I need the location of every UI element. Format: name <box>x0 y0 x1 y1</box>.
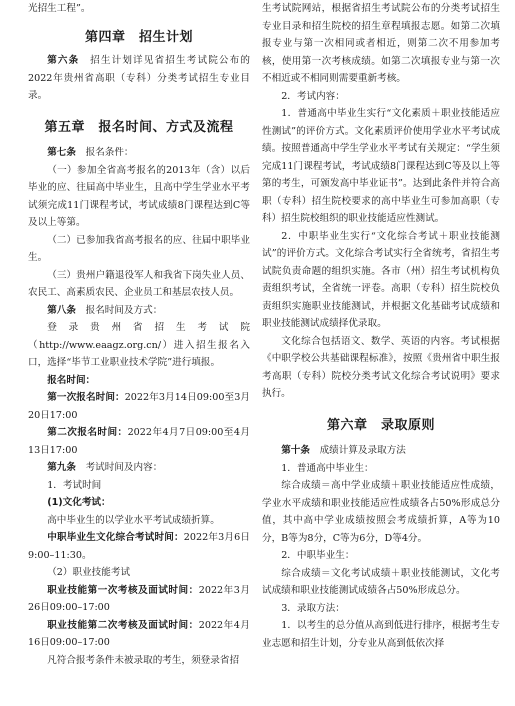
vs-graduates-heading: 2．中职毕业生： <box>281 550 355 561</box>
vs-culture-exam-label: 中职毕业生文化综合考试时间： <box>47 532 184 543</box>
left-column <box>28 0 250 669</box>
culture-exam-heading: (1)文化考试： <box>47 497 111 508</box>
vocational-second-label: 职业技能第二次考核及面试时间： <box>47 619 199 631</box>
second-registration <box>28 424 250 459</box>
first-registration-time: 2022年3月14日09:00至3月20日17:00 <box>28 392 251 421</box>
article-6 <box>28 52 250 105</box>
chapter-5-title: 第五章 报名时间、方式及流程 <box>44 119 234 135</box>
continuation-paragraph: 生考试院网站，根据省招生考试院公布的分类考试招生专业目录和招生院校的招生章程填报志愿。如第二次填报专业与第一次相同或者相近，则第二次不用参加考核，使用第一次考核成绩。如第二次填报专业与第一次不相近或不相同则需要重新考核。 <box>262 3 500 84</box>
condition-1: （一）参加全省高考报名的2013年（含）以后毕业的应、往届高中毕业生，且高中学生学业水平考试须完成11门课程考试，考试成绩8门课程达到C等及以上等第。 <box>28 164 250 228</box>
vocational-first-time: 2022年3月26日09:00–17:00 <box>28 584 250 613</box>
hs-evaluation: 1．普通高中毕业生实行“文化素质＋职业技能适应性测试”的评价方式。文化素质评价使用学业水平考试成绩。按照普通高中学生学业水平考试有关规定：“学生须完成11门课程考试，考试成绩8门课程达到C等及以上等第的考生，可颁发高中毕业证书”。达到此条件并符合高职（专科）招生院校要求的高中毕业生可参加高职（专科）招生院校组织的职业技能适应性测试。 <box>262 108 500 224</box>
vocational-first <box>28 582 250 617</box>
hs-exam-note: 高中毕业生的以学业水平考试成绩折算。 <box>47 514 220 526</box>
top-line: 光招生工程”。 <box>28 3 91 14</box>
exam-content-heading: 2．考试内容： <box>281 90 345 102</box>
article-8-head: 报名时间及方式： <box>85 304 163 316</box>
article-9 <box>28 459 250 477</box>
admission-method-heading: 3．录取方法： <box>281 602 345 614</box>
vocational-first-label: 职业技能第一次考核及面试时间： <box>47 584 199 596</box>
article-7-label: 第七条 <box>47 147 76 158</box>
first-registration-label: 第一次报名时间： <box>47 392 125 403</box>
article-9-label: 第九条 <box>47 462 76 473</box>
hs-graduates-heading: 1．普通高中毕业生： <box>281 462 374 474</box>
vocational-second <box>28 617 250 652</box>
vs-evaluation: 2．中职毕业生实行“文化综合考试＋职业技能测试”的评价方式。文化综合考试实行全省统考，省招生考试院负责命题的组织实施。各市（州）招生考试机构负责组织考试，全省统一评卷。高职（专科）招生院校负责组织实施职业技能测试，并根据文化基础考试成绩和职业技能测试成绩择优录取。 <box>262 230 500 329</box>
vs-culture-exam-time: 2022年3月6日9:00–11:30。 <box>28 532 250 561</box>
article-8 <box>28 302 250 320</box>
article-10 <box>262 442 500 460</box>
exam-time-heading: 1．考试时间 <box>47 479 102 491</box>
second-registration-label: 第二次报名时间： <box>47 427 128 438</box>
login-instructions: 登录贵州省招生考试院（http://www.eaagz.org.cn/）进入招生报名入口，选择“毕节工业职业技术学院”进行填报。 <box>28 322 250 368</box>
article-10-head: 成绩计算及录取方法 <box>319 445 406 456</box>
vs-formula: 综合成绩＝文化考试成绩＋职业技能测试，文化考试成绩和职业技能测试成绩各占50%形成总分。 <box>262 567 500 596</box>
condition-2: （二）已参加我省高考报名的应、往届中职毕业生。 <box>28 234 250 263</box>
article-6-label: 第六条 <box>47 55 80 66</box>
article-10-label: 第十条 <box>281 445 310 456</box>
second-registration-time: 2022年4月7日09:00至4月13日17:00 <box>28 427 251 456</box>
article-6-text: 招生计划详见省招生考试院公布的2022年贵州省高职（专科）分类考试招生专业目录。 <box>28 55 250 101</box>
article-8-label: 第八条 <box>47 304 76 316</box>
article-9-head: 考试时间及内容： <box>85 462 163 473</box>
vocational-test-heading: （2）职业技能考试 <box>47 567 131 578</box>
culture-content: 文化综合包括语文、数学、英语的内容。考试根据《中职学校公共基础课程标准》，按照《贵州省中职生报考高职（专科）院校分类考试文化综合考试说明》要求执行。 <box>262 335 500 399</box>
article-7 <box>28 144 250 162</box>
vs-culture-exam <box>28 529 250 564</box>
last-line: 凡符合报考条件未被录取的考生，须登录省招 <box>47 654 240 666</box>
article-7-head: 报名条件： <box>85 147 134 158</box>
hs-formula: 综合成绩＝高中学业成绩＋职业技能适应性成绩，学业水平成绩和职业技能适应性成绩各占50%形成总分值，其中高中学业成绩按照会考成绩折算，A等为10分，B等为8分，C等为6分，D等4分。 <box>262 480 500 544</box>
admission-method-1: 1．以考生的总分值从高到低进行排序，根据考生专业志愿和招生计划，分专业从高到低依次择 <box>262 620 500 649</box>
condition-3: （三）贵州户籍退役军人和我省下岗失业人员、农民工、高素质农民、企业员工和基层农技人员。 <box>28 269 250 298</box>
first-registration <box>28 389 250 424</box>
right-column <box>262 0 500 652</box>
chapter-4-title: 第四章 招生计划 <box>84 29 193 45</box>
registration-time-label: 报名时间： <box>47 374 96 386</box>
chapter-6-title: 第六章 录取原则 <box>326 417 435 433</box>
vocational-second-time: 2022年4月16日09:00–17:00 <box>28 619 250 648</box>
